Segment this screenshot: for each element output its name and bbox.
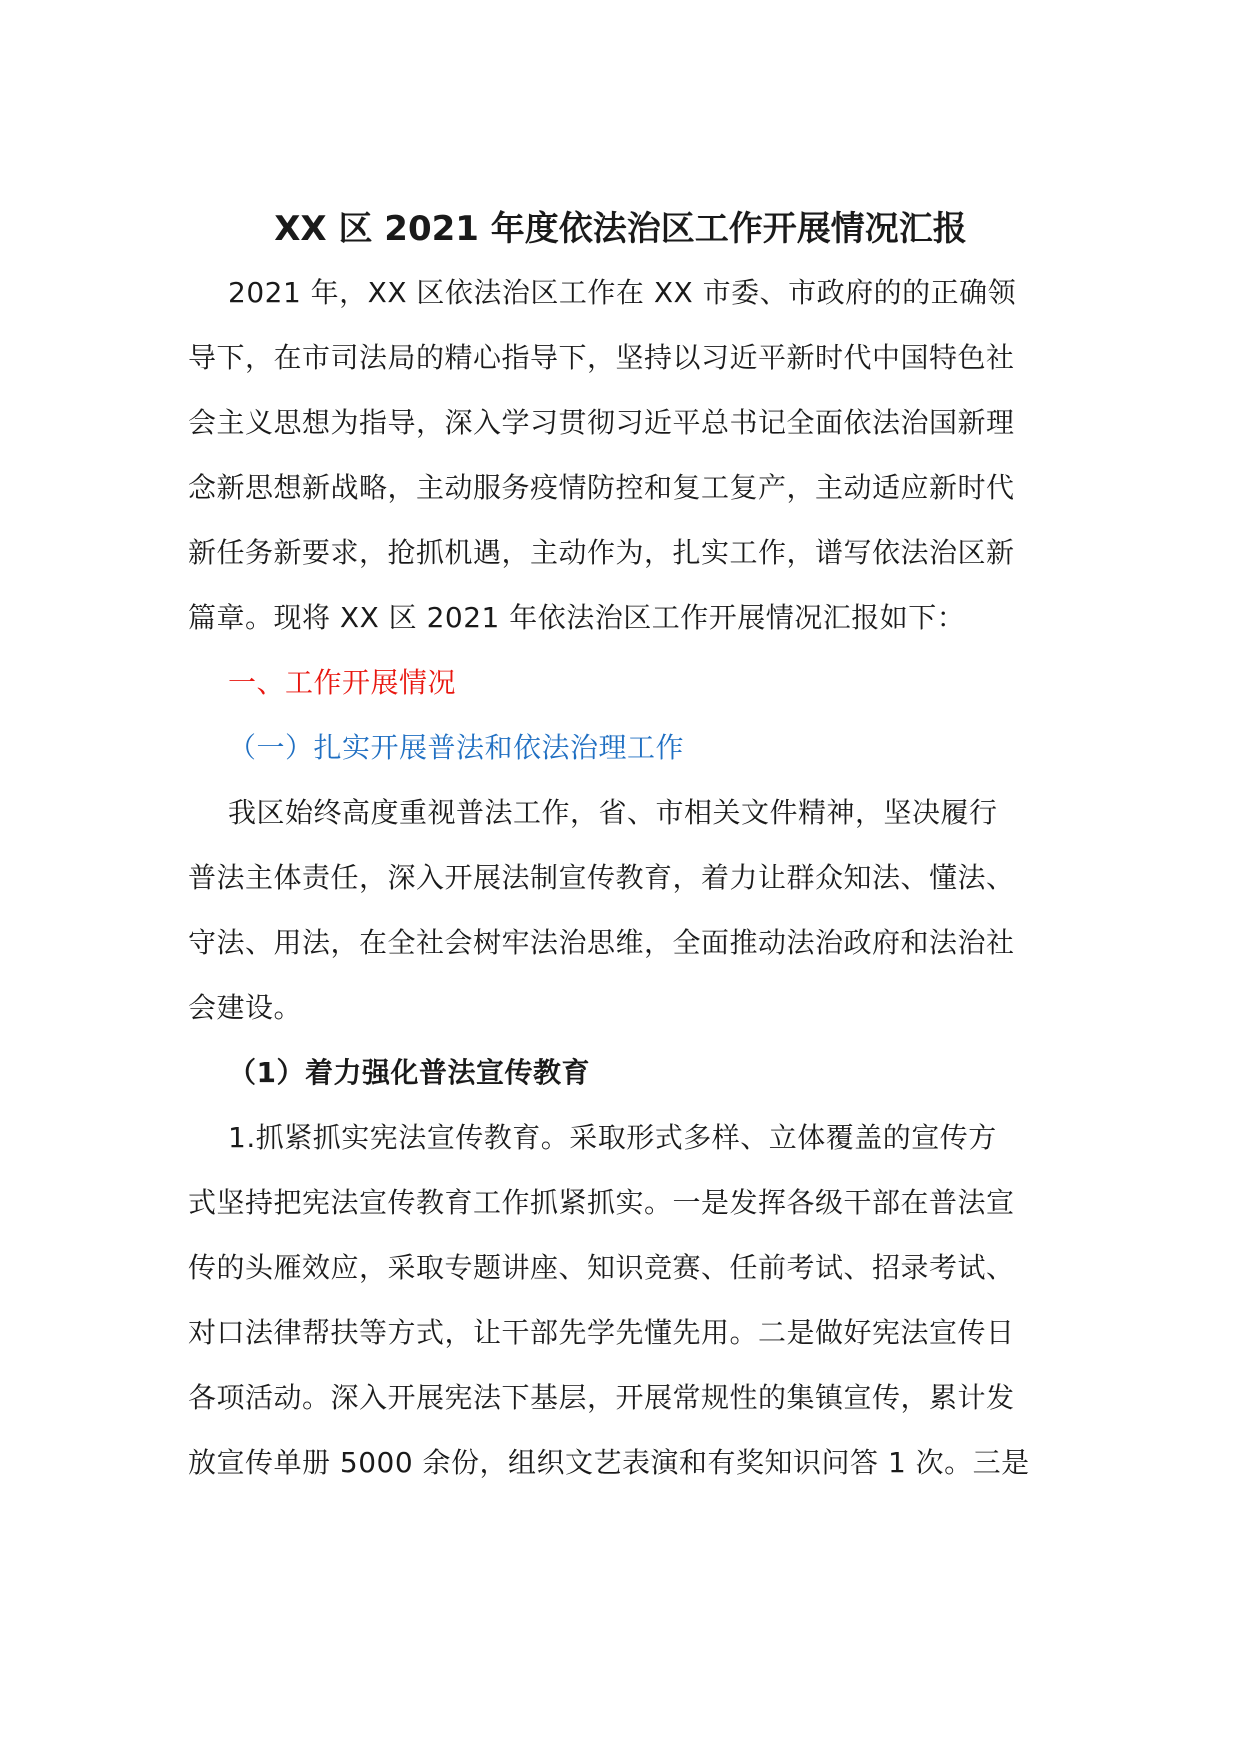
document-page (188, 0, 1053, 1754)
section-1-block (188, 650, 1053, 780)
para-3-line-1: 1.抓紧抓实宪法宣传教育。采取形式多样、立体覆盖的宣传方 (228, 1121, 997, 1154)
paragraph-3 (188, 1105, 1053, 1495)
paragraph-2 (188, 780, 1053, 1040)
para-3-line-3: 传的头雁效应，采取专题讲座、知识竞赛、任前考试、招录考试、 (188, 1251, 1015, 1284)
intro-paragraph (188, 260, 1053, 650)
intro-line-4: 念新思想新战略，主动服务疫情防控和复工复产，主动适应新时代 (188, 471, 1015, 504)
subsection-1-heading: （一）扎实开展普法和依法治理工作 (228, 731, 685, 764)
intro-line-3: 会主义思想为指导，深入学习贯彻习近平总书记全面依法治国新理 (188, 406, 1015, 439)
section-1-heading: 一、工作开展情况 (228, 666, 457, 699)
intro-line-2: 导下，在市司法局的精心指导下，坚持以习近平新时代中国特色社 (188, 341, 1015, 374)
para-2-line-1: 我区始终高度重视普法工作，省、市相关文件精神，坚决履行 (228, 796, 998, 829)
para-3-line-6: 放宣传单册 5000 余份，组织文艺表演和有奖知识问答 1 次。三是 (188, 1446, 1030, 1479)
para-2-line-3: 守法、用法，在全社会树牢法治思维，全面推动法治政府和法治社 (188, 926, 1015, 959)
para-2-line-2: 普法主体责任，深入开展法制宣传教育，着力让群众知法、懂法、 (188, 861, 1015, 894)
para-2-line-4: 会建设。 (188, 991, 303, 1024)
intro-line-5: 新任务新要求，抢抓机遇，主动作为，扎实工作，谱写依法治区新 (188, 536, 1015, 569)
item-1-heading: （1）着力强化普法宣传教育 (228, 1056, 590, 1089)
document-title: XX 区 2021 年度依法治区工作开展情况汇报 (274, 209, 967, 249)
item-1-block (188, 1040, 1053, 1105)
para-3-line-4: 对口法律帮扶等方式，让干部先学先懂先用。二是做好宪法宣传日 (188, 1316, 1015, 1349)
intro-line-6: 篇章。现将 XX 区 2021 年依法治区工作开展情况汇报如下： (188, 601, 966, 634)
intro-line-1: 2021 年，XX 区依法治区工作在 XX 市委、市政府的的正确领 (228, 276, 1017, 309)
para-3-line-2: 式坚持把宪法宣传教育工作抓紧抓实。一是发挥各级干部在普法宣 (188, 1186, 1015, 1219)
para-3-line-5: 各项活动。深入开展宪法下基层，开展常规性的集镇宣传，累计发 (188, 1381, 1015, 1414)
